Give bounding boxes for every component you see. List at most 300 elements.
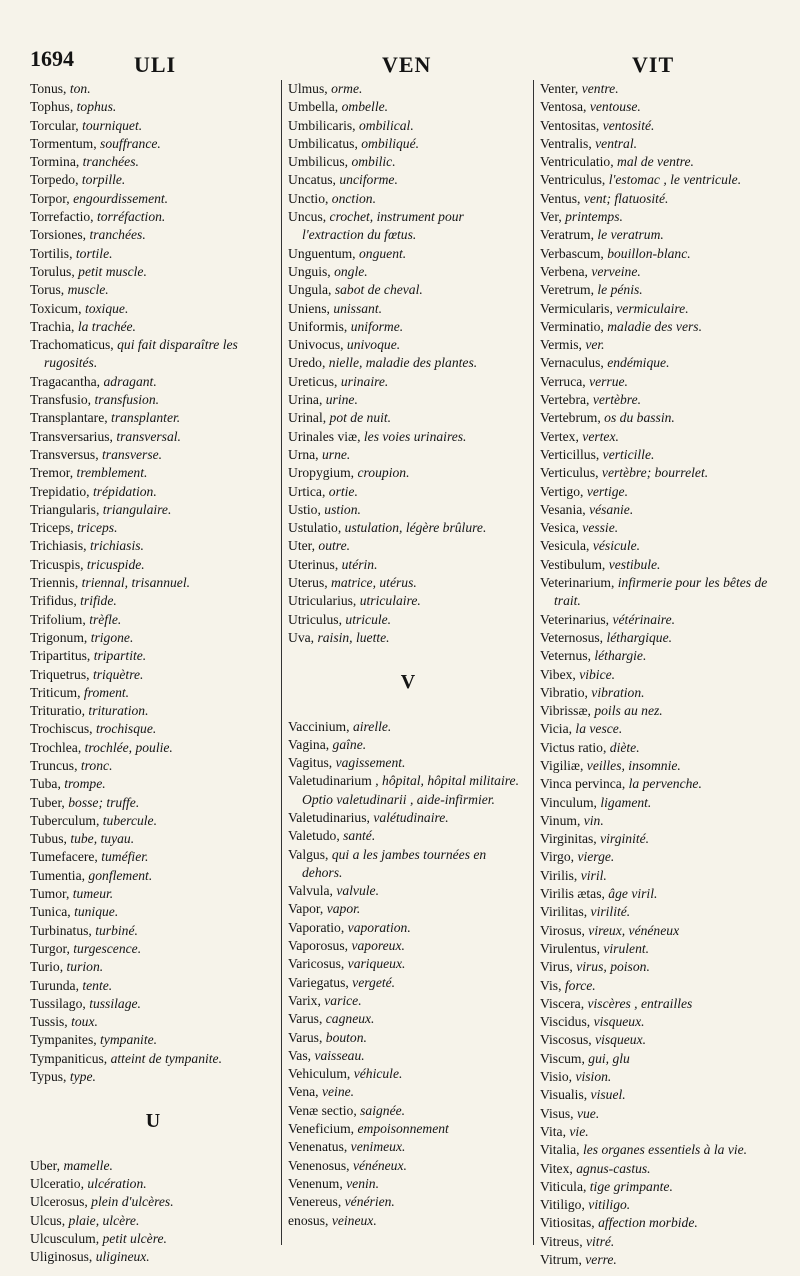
dictionary-entry	[30, 153, 276, 171]
dictionary-entry	[288, 1010, 528, 1028]
entry-translation: léthargie.	[594, 648, 647, 664]
entry-translation: vagissement.	[335, 755, 406, 771]
dictionary-entry	[288, 373, 528, 391]
section-letter: U	[145, 1110, 161, 1133]
entry-headword: Vapor,	[288, 901, 327, 917]
entry-headword: Virilitas,	[540, 904, 591, 920]
dictionary-entry	[30, 98, 276, 116]
entry-translation: trichiasis.	[89, 538, 144, 554]
dictionary-entry	[540, 684, 792, 702]
dictionary-entry	[30, 885, 276, 903]
entry-headword: Veneficium,	[288, 1121, 358, 1137]
entry-headword: Varix,	[288, 992, 325, 1008]
entry-headword: Uniens,	[288, 300, 334, 316]
entry-translation: unissant.	[333, 300, 383, 316]
entry-headword: Transfusio,	[30, 392, 95, 408]
entry-translation: sabot de cheval.	[334, 282, 423, 298]
dictionary-entry	[30, 775, 276, 793]
dictionary-entry	[540, 830, 792, 848]
dictionary-entry	[30, 483, 276, 501]
dictionary-entry	[540, 1196, 792, 1214]
entry-translation: diète.	[609, 739, 640, 755]
dictionary-entry	[288, 281, 528, 299]
entry-headword: Umbilicaris,	[288, 117, 359, 133]
entry-translation: varice.	[324, 992, 362, 1008]
entry-translation: muscle.	[67, 282, 109, 298]
entry-headword: Triticum,	[30, 684, 84, 700]
entry-headword: Vibrissæ,	[540, 703, 595, 719]
entry-translation: vessie.	[582, 520, 619, 536]
entry-headword: Tormina,	[30, 154, 83, 170]
dictionary-entry	[540, 903, 792, 921]
dictionary-entry	[288, 98, 528, 116]
entry-translation: âge viril.	[608, 886, 658, 902]
entry-headword: Valgus,	[288, 846, 332, 862]
dictionary-entry	[30, 391, 276, 409]
entry-headword: Tumor,	[30, 886, 73, 902]
entry-headword: Virilis ætas,	[540, 886, 609, 902]
entry-translation: urine.	[325, 392, 358, 408]
dictionary-entry	[30, 409, 276, 427]
entry-headword: Veternosus,	[540, 629, 607, 645]
entry-headword: Verticillus,	[540, 446, 603, 462]
entry-headword: Vesania,	[540, 501, 590, 517]
dictionary-entry	[288, 611, 528, 629]
entry-translation: transverse.	[102, 446, 163, 462]
entry-headword: Visualis,	[540, 1087, 591, 1103]
dictionary-entry	[30, 519, 276, 537]
entry-headword: Vicia,	[540, 721, 576, 737]
entry-translation: infirmerie pour les bêtes de trait.	[554, 575, 768, 609]
entry-translation: raisin, luette.	[317, 629, 390, 645]
entry-translation: adragant.	[103, 373, 157, 389]
entry-translation: vertige.	[586, 483, 628, 499]
entry-translation: urinaire.	[340, 373, 389, 389]
entry-headword: Tympaniticus,	[30, 1050, 111, 1066]
entry-translation: le veratrum.	[597, 227, 664, 243]
entry-translation: gui, glu	[588, 1050, 630, 1066]
dictionary-entry	[540, 702, 792, 720]
dictionary-entry	[288, 80, 528, 98]
dictionary-entry	[30, 958, 276, 976]
entry-headword: Trigonum,	[30, 629, 91, 645]
entry-headword: Vibratio,	[540, 684, 592, 700]
entry-translation: os du bassin.	[604, 410, 675, 426]
entry-headword: Viscum,	[540, 1050, 589, 1066]
entry-translation: ventral.	[595, 135, 638, 151]
entry-headword: Vinca pervinca,	[540, 776, 629, 792]
entry-translation: printemps.	[565, 209, 623, 225]
entry-headword: Virulentus,	[540, 940, 604, 956]
entry-translation: venimeux.	[350, 1139, 406, 1155]
dictionary-entry	[540, 446, 792, 464]
entry-headword: Ulcerosus,	[30, 1194, 92, 1210]
dictionary-entry	[288, 519, 528, 537]
dictionary-entry	[30, 647, 276, 665]
entry-translation: souffrance.	[100, 135, 161, 151]
column-divider	[281, 80, 282, 1245]
entry-headword: Vehiculum,	[288, 1066, 354, 1082]
dictionary-entry	[540, 354, 792, 372]
dictionary-entry	[30, 1175, 276, 1193]
dictionary-entry	[288, 409, 528, 427]
dictionary-entry	[288, 464, 528, 482]
dictionary-entry	[30, 1193, 276, 1211]
dictionary-entry	[30, 757, 276, 775]
entry-translation: trituration.	[88, 703, 149, 719]
dictionary-entry	[540, 848, 792, 866]
dictionary-entry	[288, 772, 528, 809]
entry-headword: Urinales viæ,	[288, 428, 364, 444]
entry-translation: la trachée.	[77, 318, 136, 334]
entry-headword: Torcular,	[30, 117, 83, 133]
entry-translation: gaîne.	[332, 736, 367, 752]
dictionary-entry	[540, 1123, 792, 1141]
entry-headword: Vertex,	[540, 428, 583, 444]
dictionary-entry	[540, 647, 792, 665]
entry-translation: virginité.	[600, 831, 650, 847]
entry-headword: Tragacantha,	[30, 373, 104, 389]
entry-headword: Tuba,	[30, 776, 65, 792]
entry-headword: Varus,	[288, 1029, 326, 1045]
entry-headword: Viscera,	[540, 995, 588, 1011]
dictionary-entry	[540, 1214, 792, 1232]
dictionary-entry	[540, 171, 792, 189]
dictionary-entry	[288, 208, 528, 245]
entry-translation: onction.	[331, 190, 376, 206]
entry-translation: vaisseau.	[314, 1047, 365, 1063]
entry-translation: valvule.	[336, 883, 379, 899]
entry-translation: tumeur.	[72, 886, 114, 902]
dictionary-entry	[30, 903, 276, 921]
dictionary-entry	[540, 537, 792, 555]
entry-translation: ustulation, légère brûlure.	[344, 520, 487, 536]
dictionary-entry	[30, 318, 276, 336]
dictionary-entry	[288, 882, 528, 900]
entry-translation: visqueux.	[593, 1014, 645, 1030]
entry-translation: bouton.	[325, 1029, 367, 1045]
dictionary-entry	[540, 153, 792, 171]
entry-headword: Tricuspis,	[30, 556, 87, 572]
entry-translation: poils au nez.	[594, 703, 663, 719]
entry-translation: tremblement.	[76, 465, 148, 481]
entry-translation: saignée.	[360, 1102, 406, 1118]
dictionary-entry	[30, 117, 276, 135]
dictionary-entry	[288, 117, 528, 135]
dictionary-entry	[30, 940, 276, 958]
entry-translation: petit muscle.	[78, 263, 147, 279]
entry-headword: Victus ratio,	[540, 739, 610, 755]
entry-headword: Tussis,	[30, 1014, 72, 1030]
entry-headword: Visio,	[540, 1069, 576, 1085]
entry-translation: tube, tuyau.	[70, 831, 135, 847]
dictionary-entry	[30, 684, 276, 702]
entry-headword: Vestibulum,	[540, 556, 609, 572]
entry-translation: unciforme.	[339, 172, 398, 188]
entry-headword: Uliginosus,	[30, 1249, 96, 1265]
entry-headword: Venter,	[540, 81, 582, 96]
entry-translation: vitiligo.	[588, 1197, 631, 1213]
entry-headword: Uniformis,	[288, 318, 351, 334]
entry-headword: Ventositas,	[540, 117, 603, 133]
entry-translation: visqueux.	[595, 1032, 647, 1048]
entry-headword: Ureticus,	[288, 373, 341, 389]
entry-headword: Viticula,	[540, 1178, 590, 1194]
dictionary-entry	[30, 135, 276, 153]
entry-translation: transplanter.	[111, 410, 181, 426]
dictionary-entry	[30, 995, 276, 1013]
entry-translation: ventosité.	[602, 117, 655, 133]
entry-headword: Vita,	[540, 1123, 570, 1139]
entry-headword: Verbascum,	[540, 245, 608, 261]
entry-translation: bosse; truffe.	[68, 794, 140, 810]
entry-headword: Tonus,	[30, 81, 70, 96]
dictionary-entry	[540, 812, 792, 830]
entry-headword: Umbella,	[288, 99, 342, 115]
entry-headword: Viscosus,	[540, 1032, 596, 1048]
dictionary-entry	[288, 992, 528, 1010]
entry-headword: Trachia,	[30, 318, 78, 334]
entry-translation: visuel.	[590, 1087, 626, 1103]
entry-headword: Veternus,	[540, 648, 595, 664]
entry-translation: transversal.	[116, 428, 181, 444]
entry-translation: pot de nuit.	[329, 410, 392, 426]
entry-translation: tuméfier.	[101, 849, 149, 865]
entry-translation: variqueux.	[347, 956, 406, 972]
dictionary-entry	[288, 900, 528, 918]
entry-headword: Veretrum,	[540, 282, 598, 298]
entry-translation: utricule.	[345, 611, 392, 627]
entry-headword: Tremor,	[30, 465, 77, 481]
dictionary-entry	[288, 736, 528, 754]
entry-translation: ventre.	[581, 81, 619, 96]
entry-translation: atteint de tympanite.	[110, 1050, 222, 1066]
entry-headword: Vagitus,	[288, 755, 336, 771]
dictionary-entry	[30, 739, 276, 757]
entry-translation: vertèbre.	[592, 392, 642, 408]
dictionary-entry	[540, 775, 792, 793]
entry-translation: tympanite.	[100, 1032, 158, 1048]
entry-translation: vent; flatuosité.	[583, 190, 669, 206]
entry-translation: ustion.	[324, 501, 361, 517]
dictionary-entry	[30, 666, 276, 684]
dictionary-entry	[30, 629, 276, 647]
entry-headword: Valetudinarius,	[288, 809, 374, 825]
dictionary-entry	[540, 1050, 792, 1068]
dictionary-entry	[30, 867, 276, 885]
entry-translation: crochet, instrument pour l'extraction du fœtus.	[302, 209, 464, 243]
entry-translation: hôpital, hôpital militaire. Optio valetudinarii , aide-infirmier.	[302, 773, 519, 807]
entry-translation: turbiné.	[95, 922, 138, 938]
entry-translation: virulent.	[603, 940, 650, 956]
entry-translation: turion.	[66, 959, 104, 975]
entry-headword: Uropygium,	[288, 465, 358, 481]
entry-translation: vaporeux.	[351, 938, 405, 954]
dictionary-entry	[540, 464, 792, 482]
entry-headword: Urinal,	[288, 410, 330, 426]
dictionary-entry	[540, 720, 792, 738]
entry-headword: Trochlea,	[30, 739, 85, 755]
entry-translation: vaporation.	[347, 919, 411, 935]
entry-headword: Vitiositas,	[540, 1215, 599, 1231]
entry-headword: Triquetrus,	[30, 666, 93, 682]
entry-headword: Transplantare,	[30, 410, 112, 426]
entry-headword: Trituratio,	[30, 703, 89, 719]
dictionary-entry	[540, 794, 792, 812]
entry-headword: Uncus,	[288, 209, 330, 225]
entry-headword: Ventosa,	[540, 99, 590, 115]
dictionary-entry	[288, 1047, 528, 1065]
column-divider	[533, 80, 534, 1245]
entry-translation: tophus.	[76, 99, 117, 115]
column-1	[30, 80, 276, 1265]
entry-headword: Turunda,	[30, 977, 83, 993]
entry-headword: Ventus,	[540, 190, 584, 206]
entry-translation: vue.	[576, 1105, 600, 1121]
entry-translation: les organes essentiels à la vie.	[582, 1142, 748, 1158]
entry-headword: Venereus,	[288, 1194, 345, 1210]
dictionary-entry	[288, 171, 528, 189]
entry-headword: Uber,	[30, 1157, 64, 1173]
entry-headword: Transversarius,	[30, 428, 117, 444]
entry-headword: Vigiliæ,	[540, 757, 587, 773]
dictionary-entry	[30, 1050, 276, 1068]
entry-translation: toxique.	[84, 300, 129, 316]
dictionary-entry	[30, 977, 276, 995]
entry-translation: triceps.	[77, 520, 118, 536]
entry-translation: vireux, vénéneux	[588, 922, 680, 938]
dictionary-entry	[288, 135, 528, 153]
entry-headword: Tussilago,	[30, 995, 90, 1011]
entry-headword: Tunica,	[30, 904, 75, 920]
dictionary-entry	[288, 1175, 528, 1193]
dictionary-entry	[30, 428, 276, 446]
dictionary-entry	[288, 537, 528, 555]
entry-translation: univoque.	[346, 337, 401, 353]
dictionary-entry	[30, 1212, 276, 1230]
dictionary-entry	[540, 995, 792, 1013]
entry-headword: Valetudo,	[288, 828, 344, 844]
entry-headword: Tumentia,	[30, 867, 89, 883]
entry-headword: Turgor,	[30, 940, 74, 956]
entry-headword: Virus,	[540, 959, 577, 975]
dictionary-entry	[30, 794, 276, 812]
entry-translation: orme.	[331, 81, 363, 96]
header-right-guide-word: VIT	[632, 52, 675, 77]
entry-translation: force.	[564, 977, 596, 993]
dictionary-entry	[540, 1160, 792, 1178]
dictionary-entry	[288, 592, 528, 610]
entry-translation: vétérinaire.	[612, 611, 676, 627]
dictionary-entry	[30, 1013, 276, 1031]
entry-translation: virilité.	[590, 904, 631, 920]
dictionary-entry	[540, 501, 792, 519]
entry-headword: Uter,	[288, 538, 319, 554]
dictionary-entry	[540, 300, 792, 318]
entry-translation: ulcération.	[87, 1175, 147, 1191]
dictionary-entry	[540, 428, 792, 446]
dictionary-entry	[540, 483, 792, 501]
entry-translation: tourniquet.	[82, 117, 143, 133]
entry-translation: transfusion.	[94, 392, 160, 408]
dictionary-entry	[288, 974, 528, 992]
dictionary-entry	[540, 1251, 792, 1269]
entry-headword: Venenatus,	[288, 1139, 351, 1155]
entry-headword: Urna,	[288, 446, 322, 462]
entry-translation: vertèbre; bourrelet.	[601, 465, 709, 481]
dictionary-entry	[540, 1086, 792, 1104]
entry-translation: vertex.	[582, 428, 619, 444]
entry-translation: trochisque.	[95, 721, 157, 737]
entry-headword: Vermicularis,	[540, 300, 617, 316]
dictionary-entry	[30, 702, 276, 720]
dictionary-entry	[288, 1102, 528, 1120]
entry-headword: Vagina,	[288, 736, 333, 752]
dictionary-entry	[540, 318, 792, 336]
entry-headword: Torulus,	[30, 263, 79, 279]
dictionary-entry	[540, 977, 792, 995]
entry-headword: Tympanites,	[30, 1032, 101, 1048]
dictionary-entry	[540, 80, 792, 98]
entry-translation: tortile.	[75, 245, 113, 261]
entry-translation: croupion.	[357, 465, 410, 481]
entry-headword: Unguentum,	[288, 245, 359, 261]
entry-translation: onguent.	[358, 245, 407, 261]
dictionary-entry	[30, 1031, 276, 1049]
entry-headword: Ventriculatio,	[540, 154, 618, 170]
entry-translation: vestibule.	[608, 556, 661, 572]
entry-headword: Vitiligo,	[540, 1197, 589, 1213]
dictionary-entry	[288, 629, 528, 647]
entry-translation: verre.	[585, 1252, 617, 1267]
entry-translation: mamelle.	[63, 1157, 113, 1173]
entry-translation: plaie, ulcère.	[68, 1212, 140, 1228]
entry-translation: uniforme.	[350, 318, 404, 334]
dictionary-entry	[30, 281, 276, 299]
entry-translation: valétudinaire.	[373, 809, 449, 825]
entry-translation: veine.	[321, 1084, 355, 1100]
dictionary-entry	[30, 208, 276, 226]
entry-translation: airelle.	[352, 718, 392, 734]
dictionary-entry	[540, 409, 792, 427]
dictionary-entry	[540, 940, 792, 958]
entry-translation: les voies urinaires.	[363, 428, 467, 444]
entry-translation: ombiliqué.	[361, 135, 420, 151]
entry-headword: Vertigo,	[540, 483, 587, 499]
entry-translation: tricuspide.	[86, 556, 145, 572]
entry-headword: Triennis,	[30, 575, 82, 591]
dictionary-entry	[30, 922, 276, 940]
entry-headword: Tubus,	[30, 831, 71, 847]
entry-headword: Verticulus,	[540, 465, 602, 481]
entry-translation: plein d'ulcères.	[91, 1194, 174, 1210]
entry-translation: outre.	[318, 538, 351, 554]
dictionary-entry	[288, 446, 528, 464]
entry-headword: Toxicum,	[30, 300, 85, 316]
entry-translation: verveine.	[591, 263, 641, 279]
entry-translation: ortie.	[328, 483, 358, 499]
entry-headword: Utricularius,	[288, 593, 360, 609]
entry-translation: vénéneux.	[352, 1157, 407, 1173]
dictionary-entry	[30, 263, 276, 281]
dictionary-entry	[540, 226, 792, 244]
dictionary-entry	[540, 1141, 792, 1159]
entry-translation: type.	[69, 1069, 96, 1085]
entry-translation: ombelle.	[341, 99, 389, 115]
entry-translation: utérin.	[341, 556, 378, 572]
dictionary-entry	[288, 318, 528, 336]
dictionary-entry	[30, 373, 276, 391]
